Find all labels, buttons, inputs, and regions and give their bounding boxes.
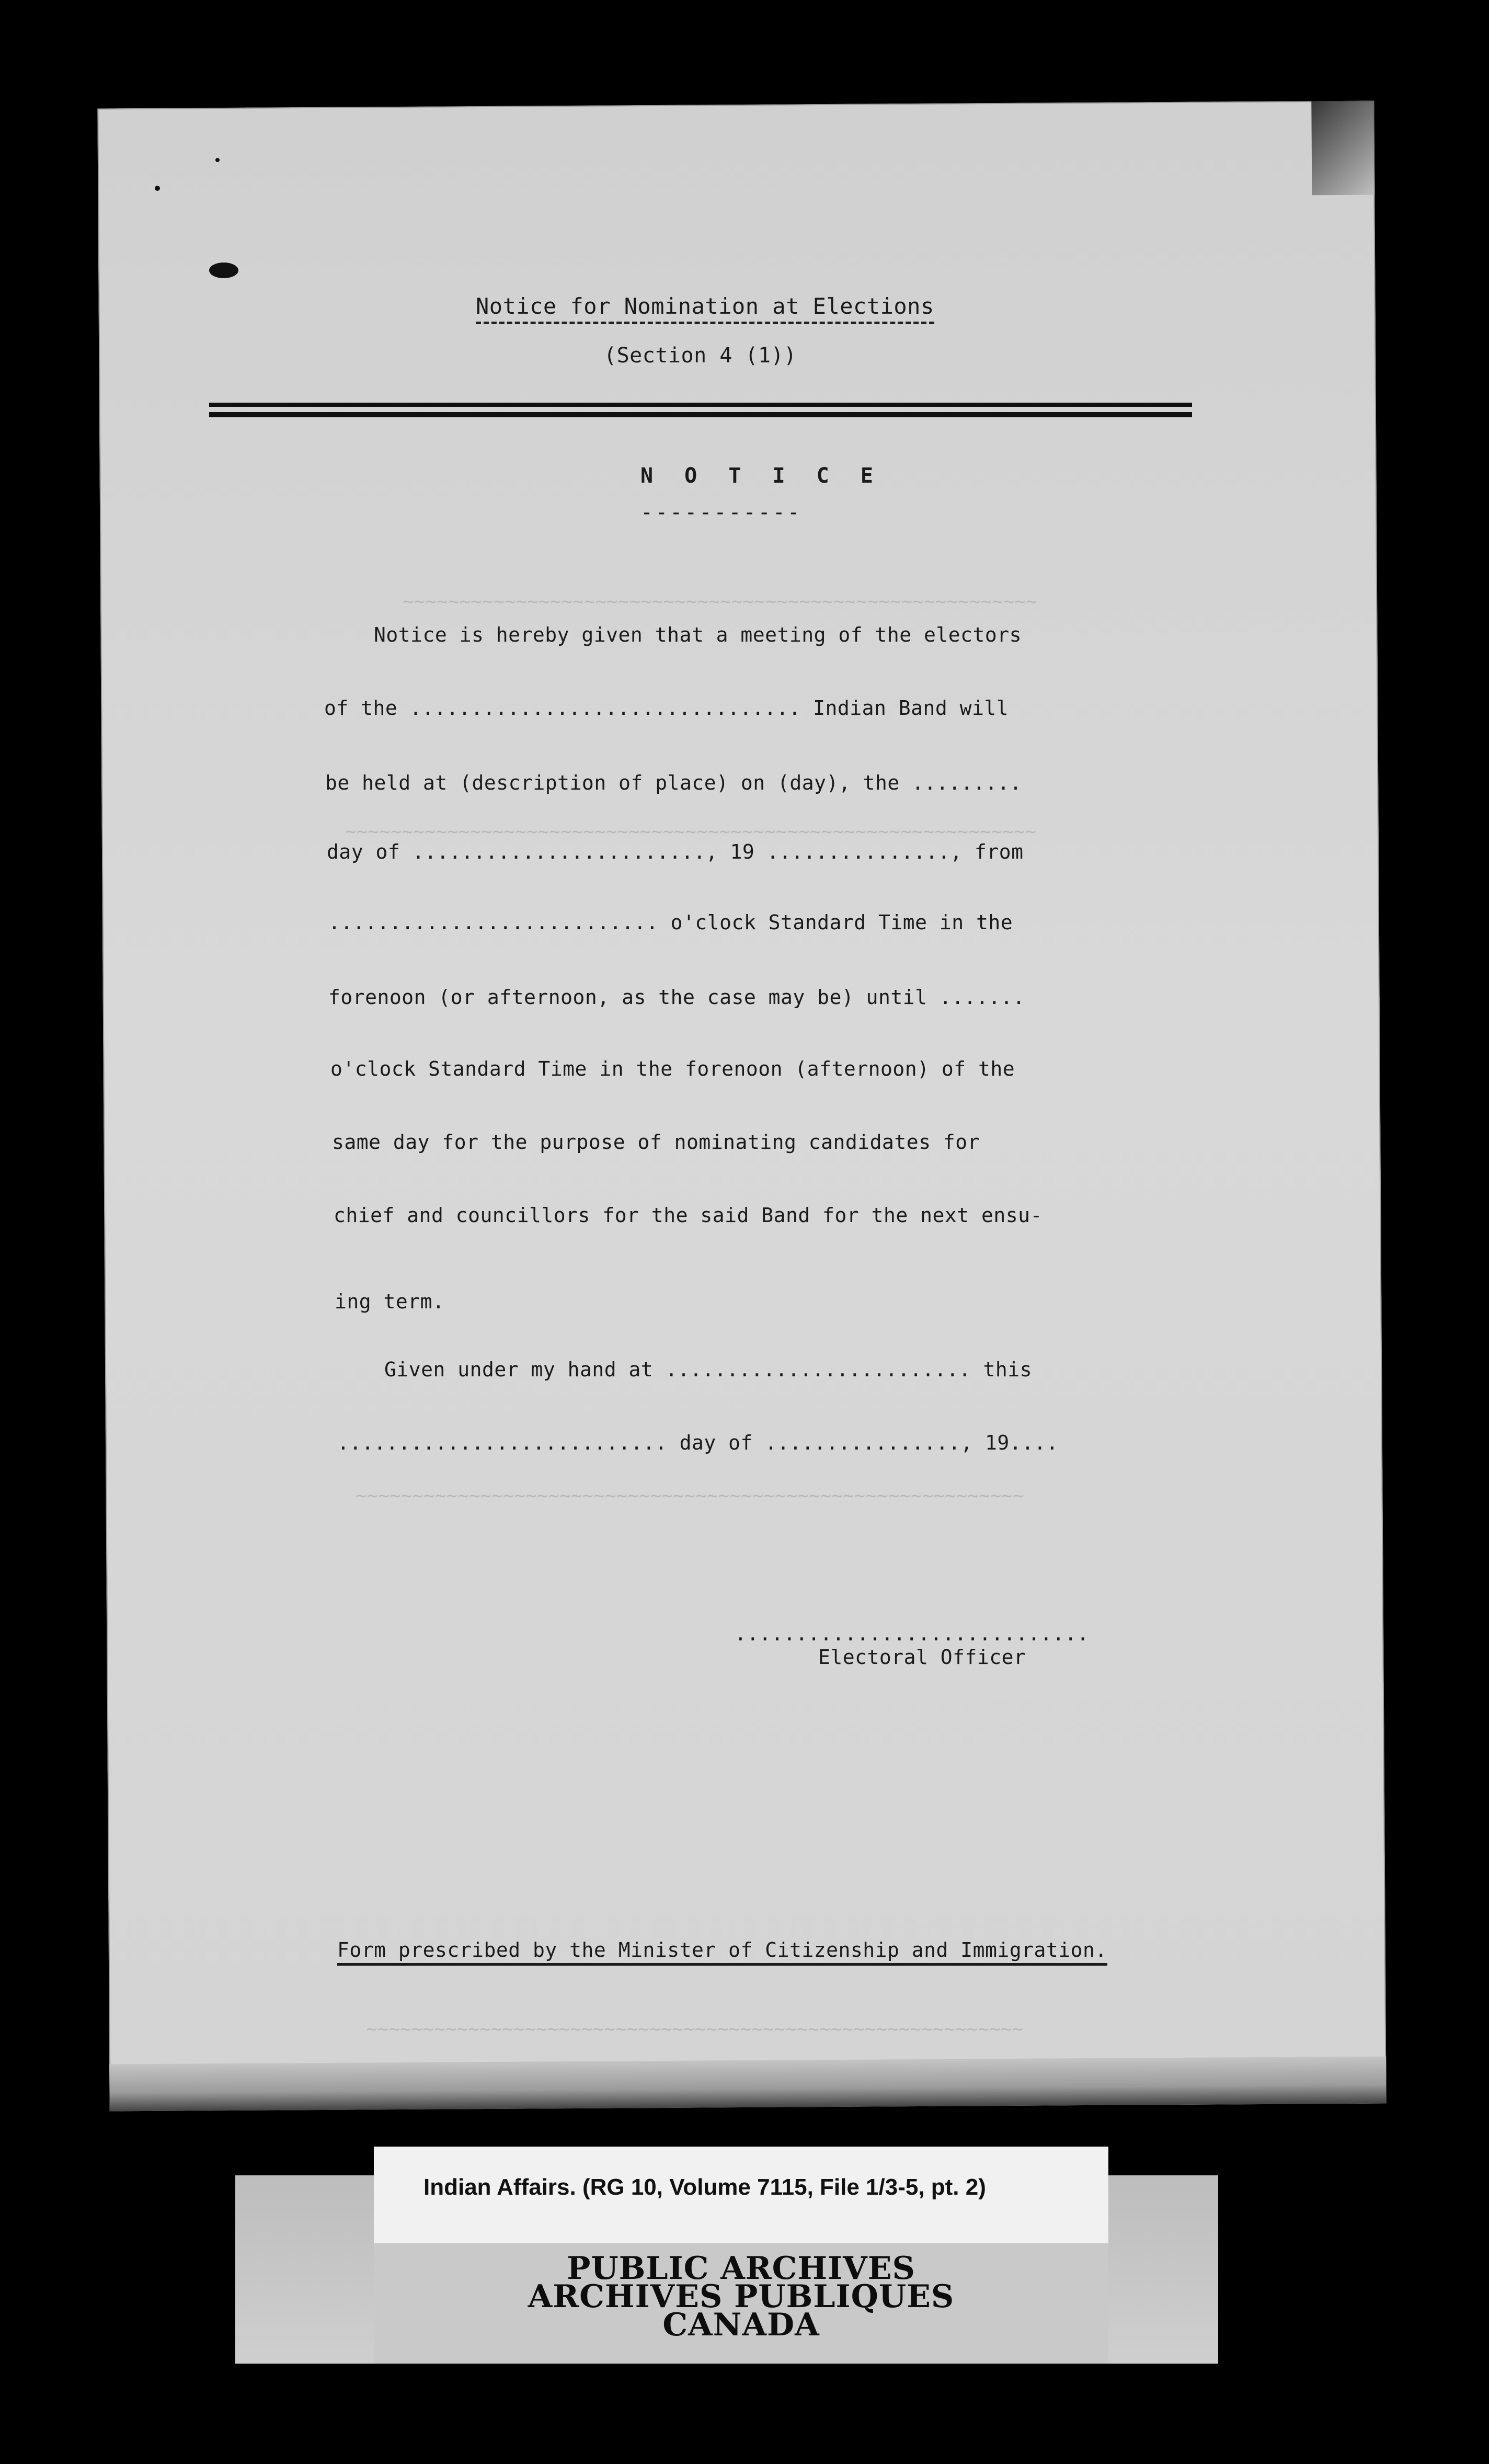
body-line: o'clock Standard Time in the forenoon (afternoon) of the (330, 1057, 1015, 1080)
body-line: ........................... o'clock Standard Time in the (328, 911, 1013, 934)
signature-label: Electoral Officer (818, 1646, 1026, 1669)
page-bottom-edge (109, 2057, 1387, 2112)
archive-reference: Indian Affairs. (RG 10, Volume 7115, File 1/3-5, pt. 2) (423, 2174, 986, 2200)
body-line: be held at (description of place) on (day), the ......... (325, 771, 1022, 794)
double-rule-top (209, 403, 1192, 407)
body-line: chief and councillors for the said Band for the next ensu- (334, 1204, 1043, 1227)
bleed-through-text: ~~~~~~~~~~~~~~~~~~~~~~~~~~~~~~~~~~~~~~~~~~~~~~~~~~~~~~~~ (403, 591, 1037, 612)
bleed-through-text: ~~~~~~~~~~~~~~~~~~~~~~~~~~~~~~~~~~~~~~~~~~~~~~~~~~~~~~~~~~~ (356, 1485, 1024, 1507)
body-line: ing term. (335, 1290, 445, 1313)
body-line: same day for the purpose of nominating candidates for (332, 1131, 980, 1154)
bleed-through-text: ~~~~~~~~~~~~~~~~~~~~~~~~~~~~~~~~~~~~~~~~~~~~~~~~~~~~~~~~~~ (366, 2018, 1024, 2040)
double-rule-bottom (209, 412, 1192, 417)
body-line: Notice is hereby given that a meeting of the electors (374, 623, 1022, 646)
page-curl (1311, 101, 1375, 196)
ink-speck (215, 158, 220, 162)
body-line: of the ................................ Indian Band will (324, 697, 1009, 720)
ink-speck (155, 186, 160, 191)
notice-heading-underline: ----------- (640, 500, 802, 524)
signature-line: ............................. (735, 1622, 1089, 1645)
ink-speck (209, 263, 238, 278)
bleed-through-text: ~~~~~~~~~~~~~~~~~~~~~~~~~~~~~~~~~~~~~~~~~~~~~~~~~~~~~~~~~~~~~ (345, 821, 1037, 842)
section-reference: (Section 4 (1)) (604, 344, 797, 368)
given-line: Given under my hand at ......................... this (384, 1358, 1033, 1381)
given-line: ........................... day of ................, 19.... (337, 1431, 1059, 1454)
archive-stamp-line: CANADA (662, 2307, 820, 2343)
notice-heading: N O T I C E (640, 464, 883, 488)
document-title: Notice for Nomination at Elections (476, 295, 934, 324)
archive-stamp-line: ARCHIVES PUBLIQUES (528, 2278, 955, 2315)
archive-stamp-line: PUBLIC ARCHIVES (567, 2250, 915, 2287)
body-line: forenoon (or afternoon, as the case may be) until ....... (328, 986, 1025, 1009)
form-footer: Form prescribed by the Minister of Citizenship and Immigration. (337, 1940, 1107, 1966)
body-line: day of ........................, 19 ..............., from (327, 840, 1024, 863)
